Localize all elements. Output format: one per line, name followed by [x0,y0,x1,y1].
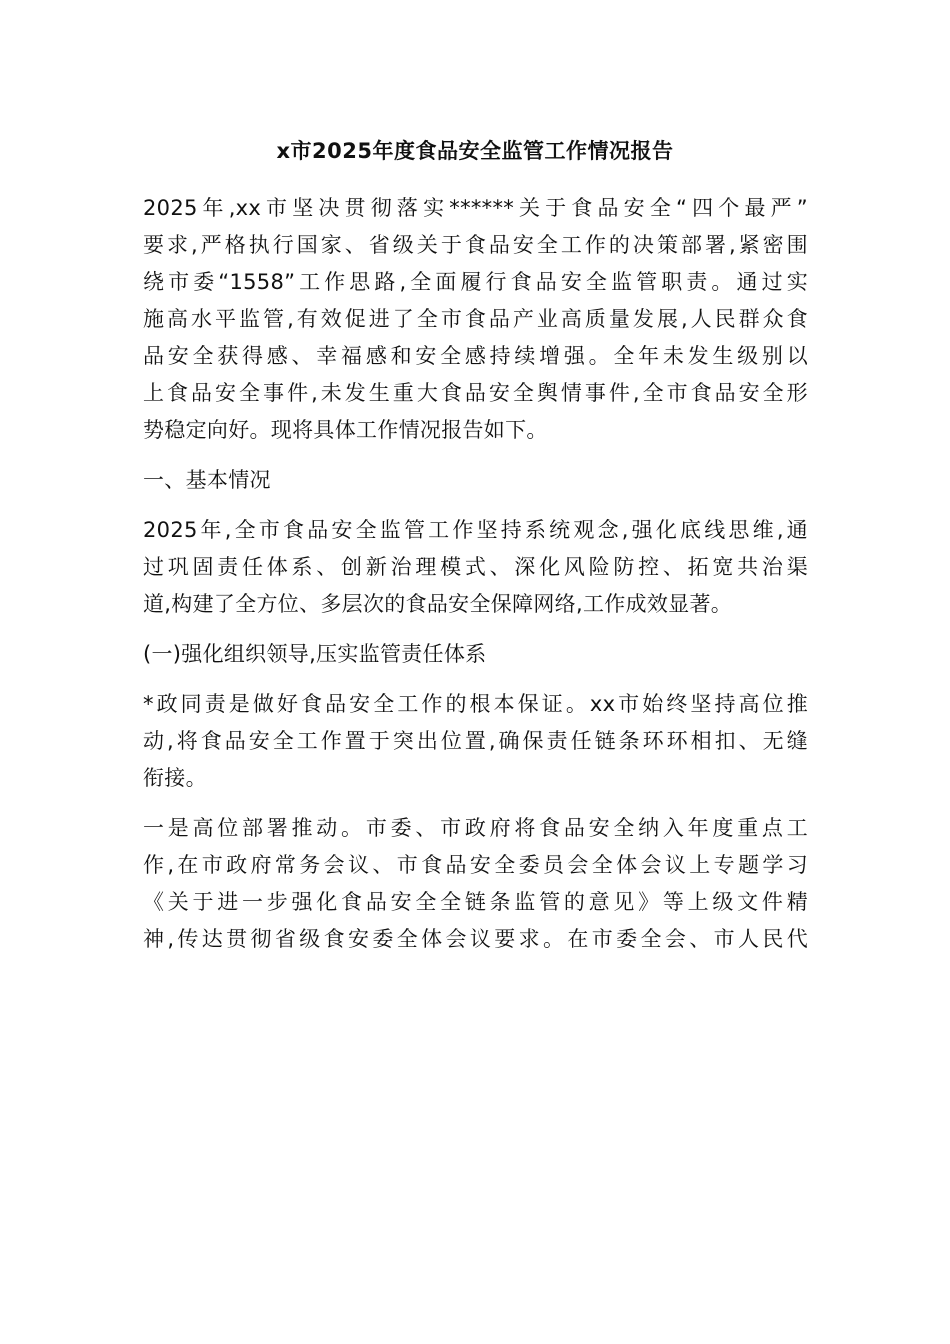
text-line: 品安全获得感、幸福感和安全感持续增强。全年未发生级别以 [143,344,808,368]
text-line: 绕市委“1558”工作思路,全面履行食品安全监管职责。通过实 [143,270,808,294]
text-line: 2025年,全市食品安全监管工作坚持系统观念,强化底线思维,通 [143,518,808,542]
document-body [143,190,808,971]
text-line: 衔接。 [143,766,207,790]
heading-line: (一)强化组织领导,压实监管责任体系 [143,642,487,666]
text-line: 一是高位部署推动。市委、市政府将食品安全纳入年度重点工 [143,816,808,840]
text-line: 过巩固责任体系、创新治理模式、深化风险防控、拓宽共治渠 [143,555,808,579]
section-heading-basic [143,462,808,499]
text-line: 势稳定向好。现将具体工作情况报告如下。 [143,418,548,442]
text-line: 作,在市政府常务会议、市食品安全委员会全体会议上专题学习 [143,853,808,877]
subsection-heading-leadership [143,636,808,673]
paragraph-overview [143,512,808,623]
text-line: 神,传达贯彻省级食安委全体会议要求。在市委全会、市人民代 [143,927,808,951]
paragraph-deployment [143,810,808,958]
paragraph-responsibility [143,686,808,797]
text-line: 要求,严格执行国家、省级关于食品安全工作的决策部署,紧密围 [143,233,808,257]
text-line: 道,构建了全方位、多层次的食品安全保障网络,工作成效显著。 [143,592,733,616]
document-title: x市2025年度食品安全监管工作情况报告 [276,139,674,163]
text-line: 2025年,xx市坚决贯彻落实******关于食品安全“四个最严” [143,196,808,220]
heading-line: 一、基本情况 [143,468,271,492]
text-line: 上食品安全事件,未发生重大食品安全舆情事件,全市食品安全形 [143,381,808,405]
text-line: 动,将食品安全工作置于突出位置,确保责任链条环环相扣、无缝 [143,729,808,753]
paragraph-intro [143,190,808,449]
text-line: 施高水平监管,有效促进了全市食品产业高质量发展,人民群众食 [143,307,808,331]
text-line: *政同责是做好食品安全工作的根本保证。xx市始终坚持高位推 [143,692,808,716]
text-line: 《关于进一步强化食品安全全链条监管的意见》等上级文件精 [143,890,808,914]
